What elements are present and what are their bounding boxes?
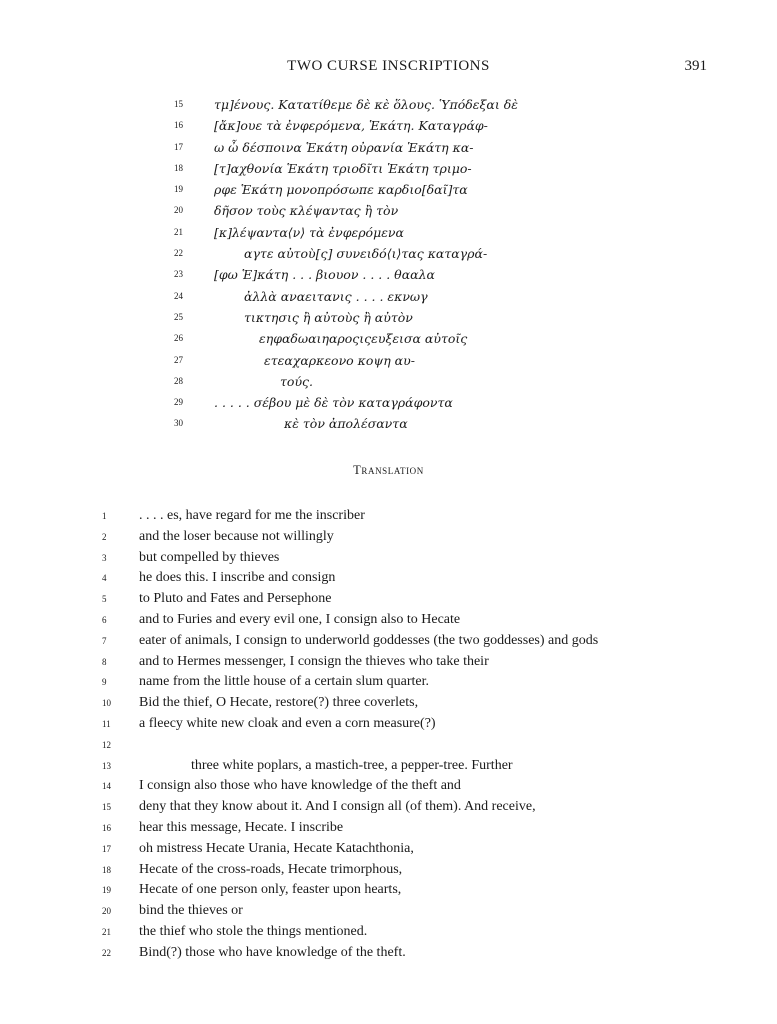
page-title: TWO CURSE INSCRIPTIONS <box>287 58 490 74</box>
greek-line-text: τμ]ένους. Κατατίθεμε δὲ κὲ ὅλους. Ὑπόδεξαι δὲ <box>214 97 518 112</box>
greek-line-text: ετεαχαρκεονο κοψη αυ- <box>264 352 415 368</box>
line-number: 24 <box>174 290 183 301</box>
line-number: 20 <box>102 906 111 917</box>
line-number: 7 <box>102 635 107 646</box>
translation-line <box>102 818 742 839</box>
greek-line-text: δῆσον τοὺς κλέψαντας ἢ τὸν <box>214 203 399 219</box>
line-number: 20 <box>174 205 183 216</box>
translation-line-text: Bid the thief, O Hecate, restore(?) three coverlets, <box>139 695 419 711</box>
line-number: 12 <box>102 739 111 750</box>
line-number: 29 <box>174 397 183 408</box>
translation-line <box>102 693 742 714</box>
line-number: 21 <box>174 226 183 237</box>
greek-line <box>174 243 634 264</box>
translation-line <box>102 839 742 860</box>
greek-line <box>174 371 634 392</box>
translation-line <box>102 776 742 797</box>
greek-line-text: [κ]λέψαντα⟨ν⟩ τὰ ἐνφερόμενα <box>214 224 404 240</box>
translation-line <box>102 735 742 756</box>
greek-line-text: αγτε αὐτοὺ[ς] συνειδό⟨ι⟩τας καταγρά- <box>244 246 488 262</box>
greek-line-text: τούς. <box>280 373 314 389</box>
line-number: 14 <box>102 781 111 792</box>
translation-line-text: hear this message, Hecate. I inscribe <box>139 819 344 835</box>
translation-line <box>102 610 742 631</box>
line-number: 3 <box>102 552 107 563</box>
translation-line <box>102 527 742 548</box>
translation-line <box>102 652 742 673</box>
line-number: 16 <box>174 120 183 131</box>
greek-line-text: . . . . . σέβου μὲ δὲ τὸν καταγράφοντα <box>214 395 453 411</box>
translation-line-text: oh mistress Hecate Urania, Hecate Katachthonia, <box>139 840 414 856</box>
translation-line <box>102 714 742 735</box>
translation-line <box>102 756 742 777</box>
line-number: 10 <box>102 698 111 709</box>
line-number: 11 <box>102 718 111 729</box>
greek-line-text: ω ὦ δέσποινα Ἑκάτη οὐρανία Ἑκάτη κα- <box>214 139 474 155</box>
translation-line <box>102 797 742 818</box>
translation-line-text: deny that they know about it. And I consign all (of them). And receive, <box>139 799 536 815</box>
greek-line <box>174 200 634 221</box>
translation-line <box>102 922 742 943</box>
line-number: 2 <box>102 531 107 542</box>
greek-line-text: τικτησις ἢ αὐτοὺς ἢ αὐτὸν <box>244 309 413 325</box>
greek-line <box>174 158 634 179</box>
greek-line <box>174 350 634 371</box>
line-number: 19 <box>174 184 183 195</box>
line-number: 28 <box>174 375 183 386</box>
translation-line <box>102 548 742 569</box>
greek-line <box>174 286 634 307</box>
greek-line <box>174 328 634 349</box>
line-number: 15 <box>174 99 183 109</box>
translation-line <box>102 506 742 527</box>
line-number: 8 <box>102 656 107 667</box>
translation-heading: Translation <box>353 463 424 477</box>
line-number: 16 <box>102 822 111 833</box>
greek-line <box>174 115 634 136</box>
greek-inscription-text <box>174 94 634 435</box>
translation-line-text: three white poplars, a mastich-tree, a pepper-tree. Further <box>191 757 513 773</box>
line-number: 15 <box>102 802 111 813</box>
line-number: 19 <box>102 885 111 896</box>
line-number: 25 <box>174 311 183 322</box>
greek-line <box>174 264 634 285</box>
translation-line-text: he does this. I inscribe and consign <box>139 570 336 586</box>
translation-line-text: Bind(?) those who have knowledge of the theft. <box>139 944 406 960</box>
line-number: 30 <box>174 418 183 429</box>
translation-line-text: a fleecy white new cloak and even a corn measure(?) <box>139 715 436 731</box>
greek-line-text: ἀλλὰ αναειτανις . . . . εκνωγ <box>244 288 428 304</box>
greek-line-text: [φω Ἑ]κάτη . . . βιουον . . . . θααλα <box>214 267 435 283</box>
translation-line-text: and to Hermes messenger, I consign the thieves who take their <box>139 653 489 669</box>
translation-line-text: I consign also those who have knowledge of the theft and <box>139 778 461 794</box>
translation-line-text: eater of animals, I consign to underworld goddesses (the two goddesses) and gods <box>139 632 599 648</box>
line-number: 22 <box>102 947 111 958</box>
translation-line <box>102 880 742 901</box>
translation-line-text: . . . . es, have regard for me the inscriber <box>139 508 365 523</box>
greek-line-text: κὲ τὸν ἀπολέσαντα <box>284 416 408 432</box>
line-number: 18 <box>102 864 111 875</box>
translation-line-text: name from the little house of a certain slum quarter. <box>139 674 430 690</box>
greek-line-text: εηφαδωαιηαροςιςευξεισα αὐτοῖς <box>259 331 468 347</box>
page-number: 391 <box>684 58 707 74</box>
greek-line-text: [τ]αχθονία Ἑκάτη τριοδῖτι Ἑκάτη τριμο- <box>214 160 472 176</box>
line-number: 27 <box>174 354 183 365</box>
greek-line <box>174 179 634 200</box>
greek-line <box>174 413 634 434</box>
translation-line <box>102 589 742 610</box>
greek-line <box>174 222 634 243</box>
line-number: 9 <box>102 677 107 688</box>
line-number: 6 <box>102 614 107 625</box>
translation-line-text: Hecate of one person only, feaster upon hearts, <box>139 882 402 898</box>
greek-line-text: ρφε Ἑκάτη μονοπρόσωπε καρδιο[δαῖ]τα <box>214 182 468 198</box>
greek-line <box>174 137 634 158</box>
translation-line <box>102 568 742 589</box>
line-number: 5 <box>102 594 107 605</box>
greek-line-text: [ἄκ]ουε τὰ ἐνφερόμενα, Ἑκάτη. Καταγράφ- <box>214 118 488 134</box>
translation-line <box>102 943 742 964</box>
translation-line-text: to Pluto and Fates and Persephone <box>139 591 332 607</box>
translation-line-text: bind the thieves or <box>139 903 243 919</box>
translation-line-text: and the loser because not willingly <box>139 528 334 544</box>
greek-line <box>174 307 634 328</box>
line-number: 26 <box>174 333 183 344</box>
translation-line-text: Hecate of the cross-roads, Hecate trimorphous, <box>139 861 403 877</box>
line-number: 4 <box>102 573 107 584</box>
line-number: 17 <box>174 141 183 152</box>
translation-line <box>102 901 742 922</box>
line-number: 21 <box>102 926 111 937</box>
translation-line <box>102 631 742 652</box>
translation-line-text: the thief who stole the things mentioned. <box>139 923 368 939</box>
translation-line-text: but compelled by thieves <box>139 549 280 565</box>
greek-line <box>174 392 634 413</box>
line-number: 22 <box>174 248 183 259</box>
line-number: 23 <box>174 269 183 280</box>
line-number: 1 <box>102 511 107 521</box>
translation-text <box>102 506 742 964</box>
line-number: 18 <box>174 162 183 173</box>
greek-line <box>174 94 634 115</box>
line-number: 17 <box>102 843 111 854</box>
translation-line <box>102 860 742 881</box>
translation-line <box>102 672 742 693</box>
line-number: 13 <box>102 760 111 771</box>
translation-line-text: and to Furies and every evil one, I consign also to Hecate <box>139 611 461 627</box>
